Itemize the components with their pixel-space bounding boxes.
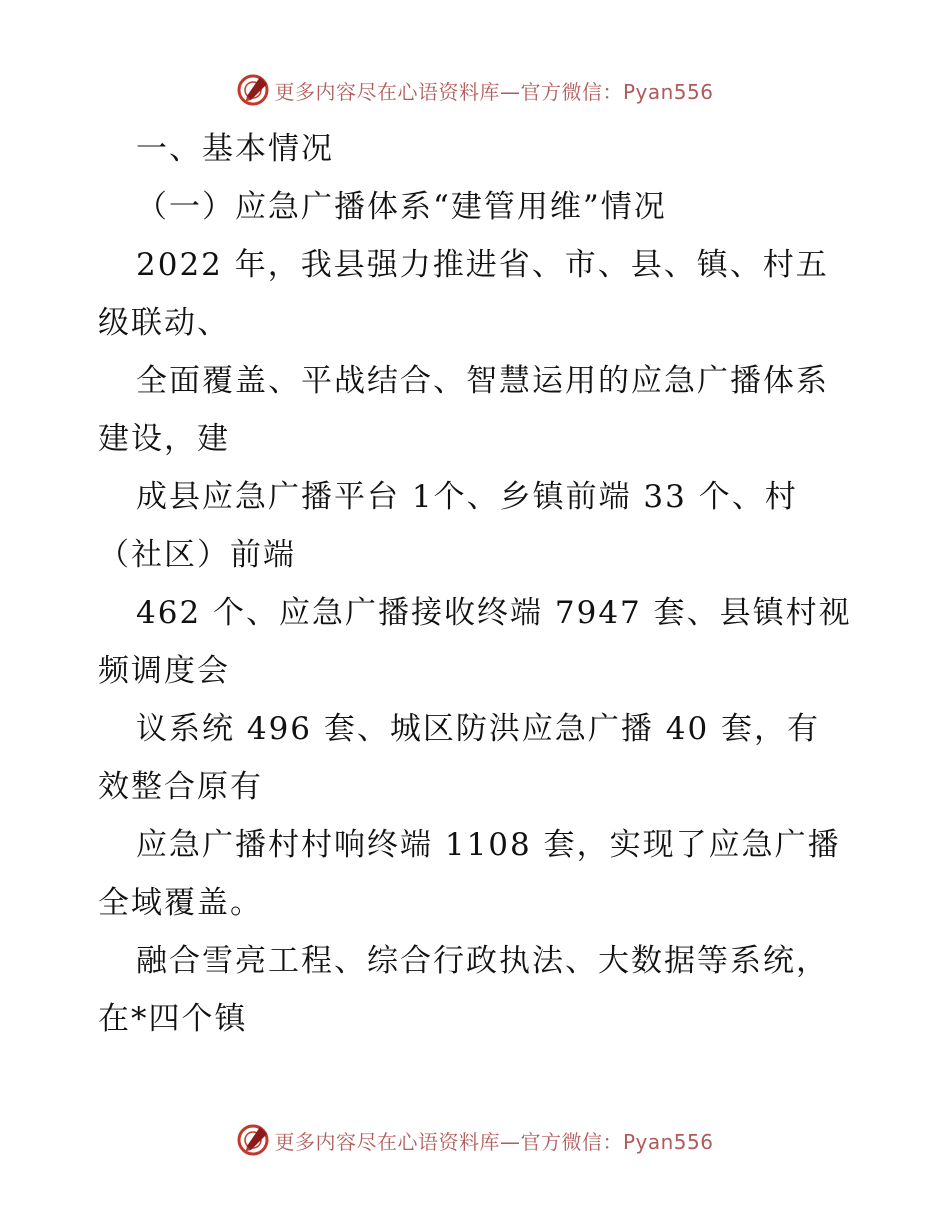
paragraph-line: 频调度会 (98, 653, 230, 689)
header-banner-text: 更多内容尽在心语资料库—官方微信：Pyan556 (274, 79, 714, 104)
header-banner (0, 70, 950, 110)
section-heading: 一、基本情况 (136, 131, 334, 167)
footer-banner-text: 更多内容尽在心语资料库—官方微信：Pyan556 (274, 1129, 714, 1154)
paragraph-line: 在*四个镇 (98, 1001, 248, 1037)
pen-circle-logo-icon (236, 1123, 270, 1157)
paragraph-line: 2022 年，我县强力推进省、市、县、镇、村五 (136, 247, 829, 283)
paragraph-line: 级联动、 (98, 305, 230, 341)
paragraph-line: 议系统 496 套、城区防洪应急广播 40 套，有 (136, 711, 821, 747)
document-body (98, 120, 858, 1048)
paragraph-line: 462 个、应急广播接收终端 7947 套、县镇村视 (136, 595, 852, 631)
paragraph-line: 全域覆盖。 (98, 885, 263, 921)
subsection-heading: （一）应急广播体系“建管用维”情况 (136, 189, 667, 225)
footer-banner (0, 1120, 950, 1160)
paragraph-line: （社区）前端 (98, 537, 296, 573)
paragraph-line: 效整合原有 (98, 769, 263, 805)
paragraph-line: 成县应急广播平台 1个、乡镇前端 33 个、村 (136, 479, 798, 515)
paragraph-line: 融合雪亮工程、综合行政执法、大数据等系统， (136, 943, 829, 979)
pen-circle-logo-icon (236, 73, 270, 107)
paragraph-line: 全面覆盖、平战结合、智慧运用的应急广播体系 (136, 363, 829, 399)
paragraph-line: 建设，建 (98, 421, 230, 457)
paragraph-line: 应急广播村村响终端 1108 套，实现了应急广播 (136, 827, 841, 863)
